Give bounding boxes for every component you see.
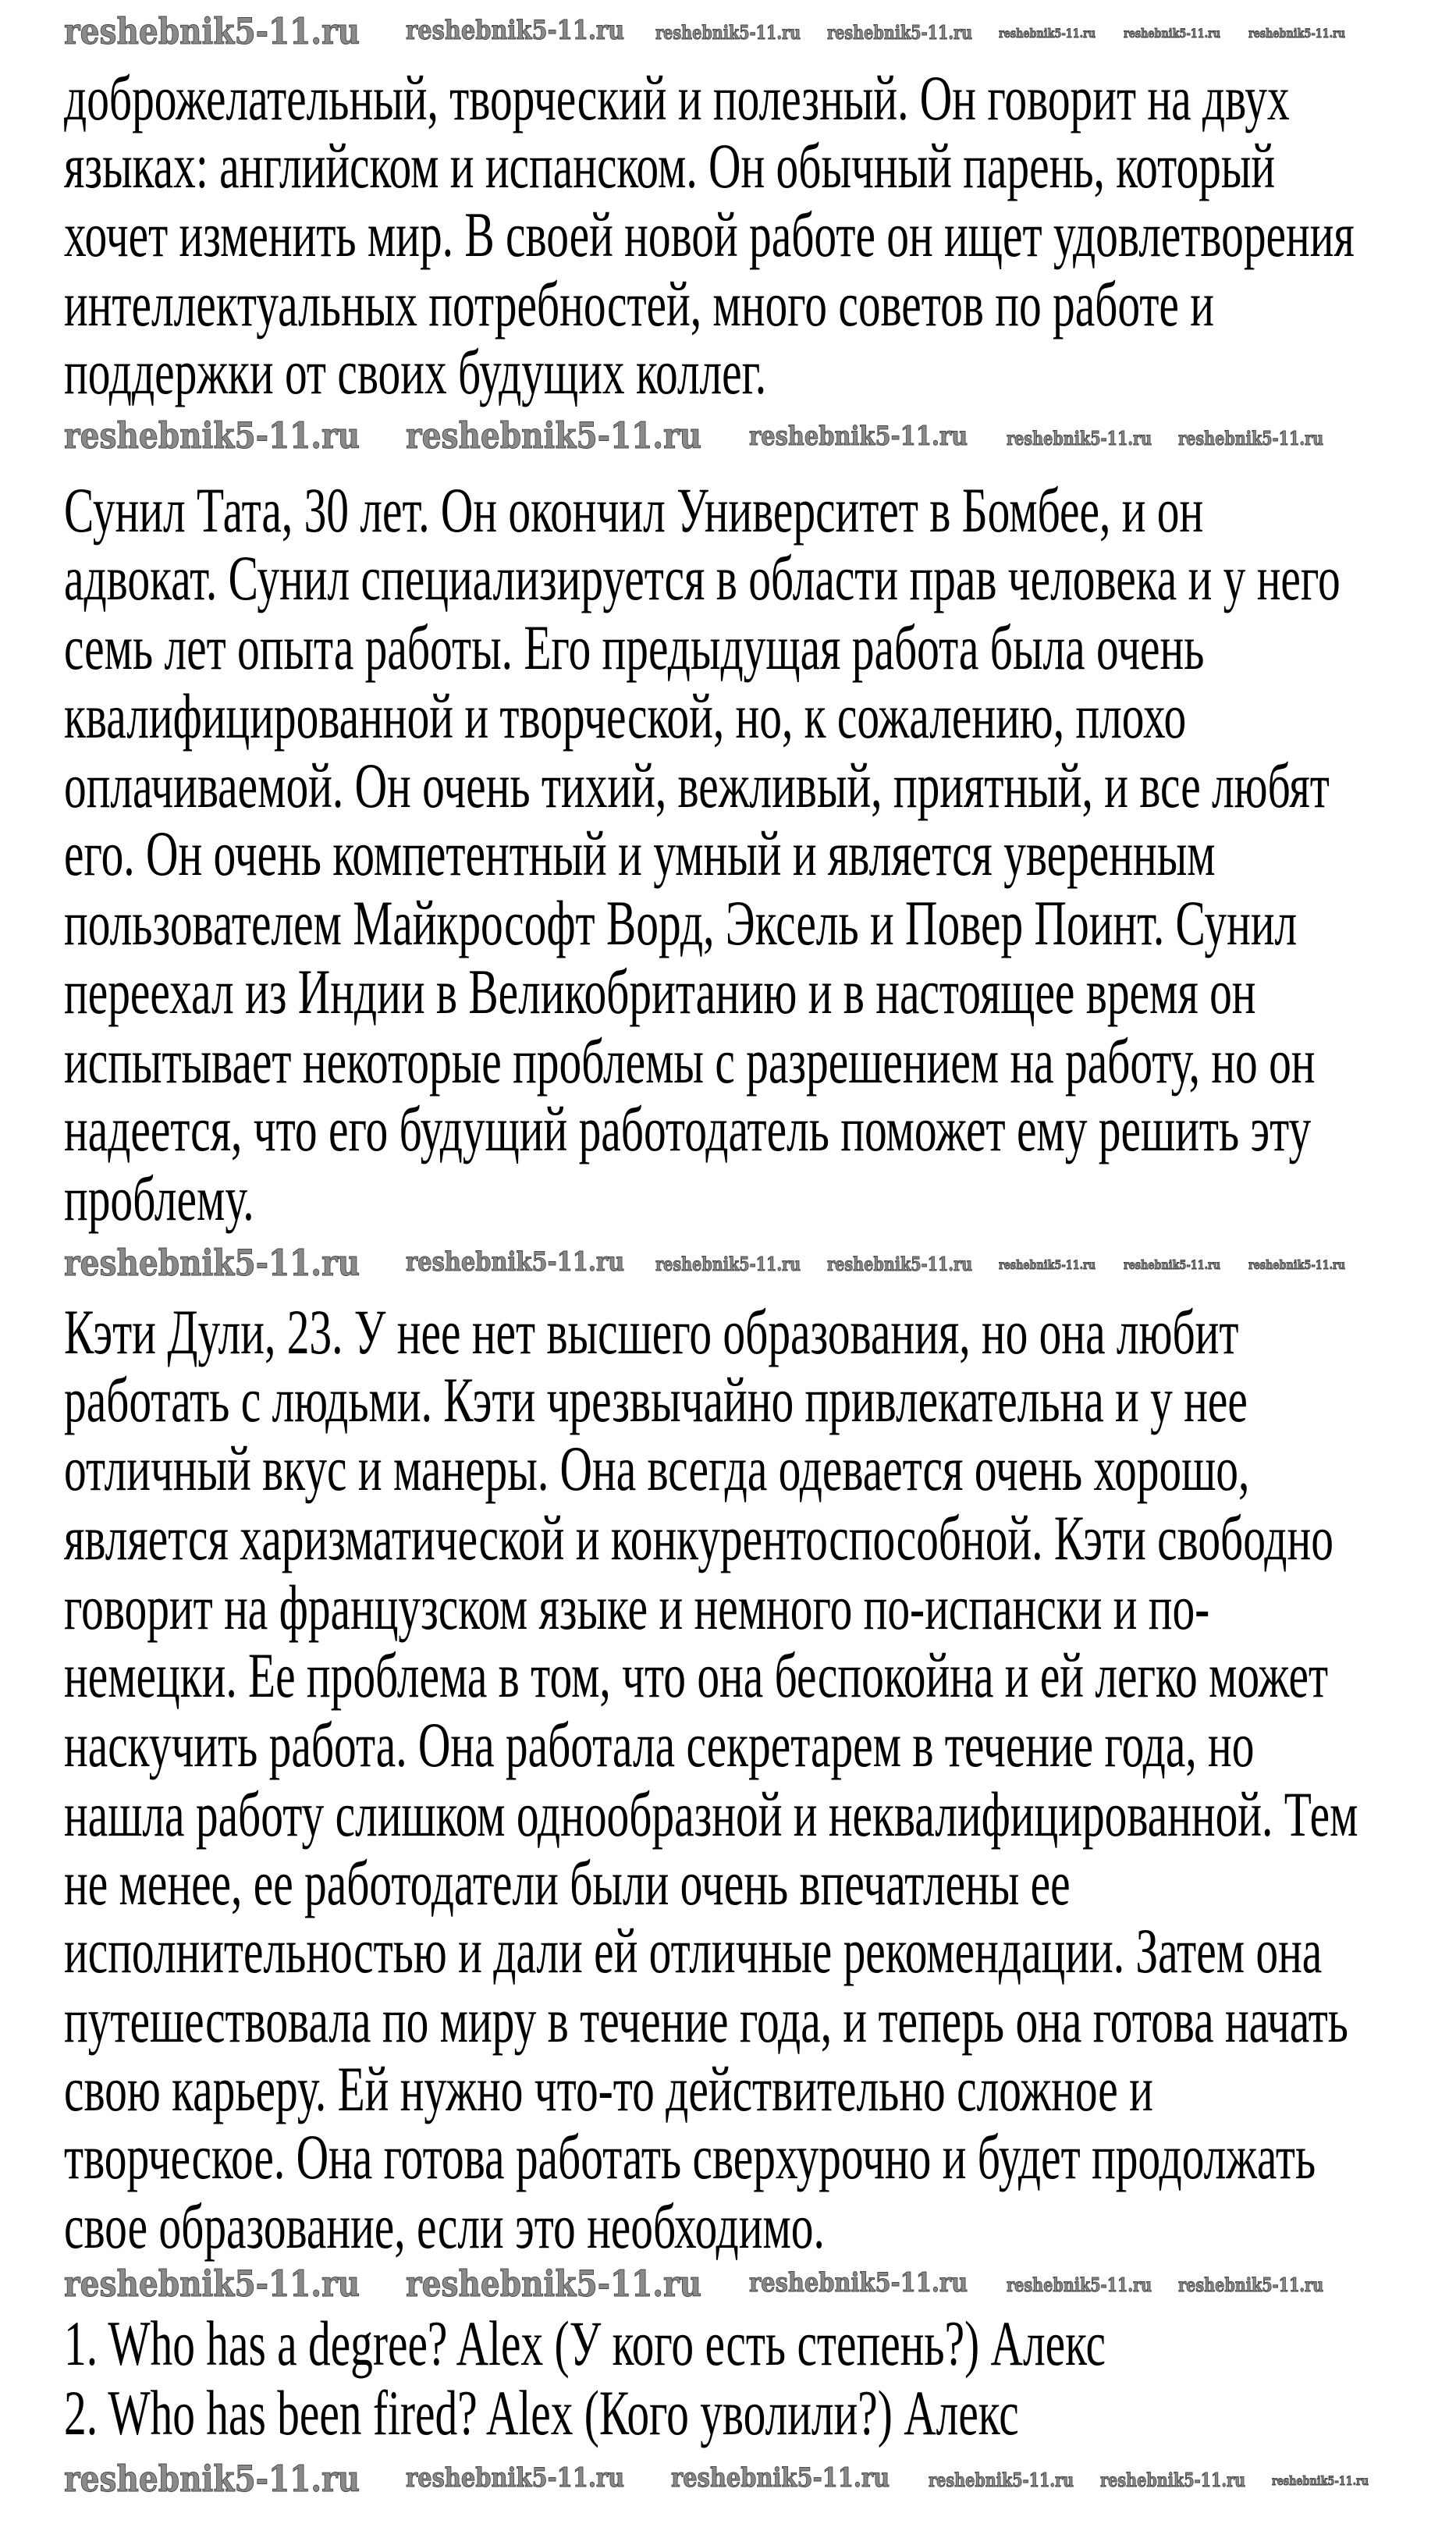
- watermark: reshebnik5-11.ru: [1100, 2469, 1246, 2491]
- text-line: говорит на французском языке и немного по-испански и по-: [64, 1572, 1210, 1643]
- watermark: reshebnik5-11.ru: [999, 1257, 1096, 1272]
- watermark: reshebnik5-11.ru: [1178, 427, 1324, 450]
- watermark: reshebnik5-11.ru: [827, 1253, 973, 1275]
- watermark: reshebnik5-11.ru: [64, 10, 360, 52]
- watermark: reshebnik5-11.ru: [406, 15, 625, 46]
- watermark: reshebnik5-11.ru: [1272, 2473, 1369, 2488]
- watermark: reshebnik5-11.ru: [1248, 26, 1346, 41]
- text-line: работать с людьми. Кэти чрезвычайно привлекательна и у нее: [64, 1364, 1248, 1435]
- text-line: Сунил Тата, 30 лет. Он окончил Университет в Бомбее, и он: [64, 475, 1204, 546]
- text-line: проблему.: [64, 1163, 254, 1234]
- text-line: интеллектуальных потребностей, много советов по работе и: [64, 268, 1214, 339]
- text-line: Кэти Дули, 23. У нее нет высшего образования, но она любит: [64, 1296, 1239, 1367]
- text-line: не менее, ее работодатели были очень впечатлены ее: [64, 1847, 1071, 1918]
- text-line: творческое. Она готова работать сверхурочно и будет продолжать: [64, 2121, 1316, 2192]
- text-line: доброжелательный, творческий и полезный. Он говорит на двух: [64, 62, 1290, 133]
- text-line: свою карьеру. Ей нужно что-то действительно сложное и: [64, 2053, 1153, 2124]
- watermark: reshebnik5-11.ru: [64, 1242, 360, 1284]
- watermark: reshebnik5-11.ru: [64, 414, 360, 457]
- watermark: reshebnik5-11.ru: [1124, 1257, 1221, 1272]
- watermark: reshebnik5-11.ru: [655, 21, 801, 44]
- text-line: переехал из Индии в Великобританию и в настоящее время он: [64, 956, 1256, 1027]
- text-line: надеется, что его будущий работодатель поможет ему решить эту: [64, 1093, 1312, 1164]
- watermark: reshebnik5-11.ru: [671, 2462, 890, 2494]
- text-line: поддержки от своих будущих коллег.: [64, 336, 767, 407]
- watermark: reshebnik5-11.ru: [406, 1246, 625, 1278]
- answer-line: 1. Who has a degree? Alex (У кого есть степень?) Алекс: [64, 2308, 1106, 2379]
- watermark: reshebnik5-11.ru: [1248, 1257, 1346, 1272]
- watermark: reshebnik5-11.ru: [999, 26, 1096, 41]
- watermark: reshebnik5-11.ru: [406, 2263, 701, 2305]
- text-line: семь лет опыта работы. Его предыдущая работа была очень: [64, 612, 1205, 683]
- watermark: reshebnik5-11.ru: [1007, 2273, 1152, 2296]
- text-line: пользователем Майкрософт Ворд, Эксель и Повер Поинт. Сунил: [64, 887, 1298, 958]
- watermark: reshebnik5-11.ru: [64, 2263, 360, 2305]
- text-line: квалифицированной и творческой, но, к сожалению, плохо: [64, 681, 1187, 752]
- watermark: reshebnik5-11.ru: [827, 21, 973, 44]
- watermark: reshebnik5-11.ru: [1007, 427, 1152, 450]
- text-line: нашла работу слишком однообразной и неквалифицированной. Тем: [64, 1779, 1358, 1850]
- text-line: испытывает некоторые проблемы с разрешением на работу, но он: [64, 1026, 1316, 1097]
- watermark: reshebnik5-11.ru: [1178, 2273, 1324, 2296]
- text-line: наскучить работа. Она работала секретарем в течение года, но: [64, 1709, 1255, 1780]
- watermark: reshebnik5-11.ru: [406, 2462, 625, 2494]
- text-line: является харизматической и конкурентоспособной. Кэти свободно: [64, 1502, 1333, 1573]
- text-line: языках: английском и испанском. Он обычный парень, который: [64, 130, 1276, 201]
- text-line: исполнительностью и дали ей отличные рекомендации. Затем она: [64, 1915, 1323, 1986]
- text-line: свое образование, если это необходимо.: [64, 2191, 825, 2262]
- text-line: немецки. Ее проблема в том, что она беспокойна и ей легко может: [64, 1640, 1329, 1711]
- text-line: путешествовала по миру в течение года, и теперь она готова начать: [64, 1985, 1348, 2056]
- watermark: reshebnik5-11.ru: [64, 2458, 360, 2500]
- answer-line: 2. Who has been fired? Alex (Кого уволили?) Алекс: [64, 2377, 1019, 2448]
- text-line: отличный вкус и манеры. Она всегда одевается очень хорошо,: [64, 1433, 1250, 1504]
- text-line: оплачиваемой. Он очень тихий, вежливый, приятный, и все любят: [64, 750, 1330, 821]
- text-line: хочет изменить мир. В своей новой работе он ищет удовлетворения: [64, 199, 1355, 270]
- watermark: reshebnik5-11.ru: [655, 1253, 801, 1275]
- text-line: адвокат. Сунил специализируется в области прав человека и у него: [64, 542, 1341, 613]
- watermark: reshebnik5-11.ru: [1124, 26, 1221, 41]
- watermark: reshebnik5-11.ru: [749, 421, 968, 452]
- watermark: reshebnik5-11.ru: [406, 414, 701, 457]
- watermark: reshebnik5-11.ru: [929, 2469, 1074, 2491]
- text-line: его. Он очень компетентный и умный и является уверенным: [64, 818, 1216, 889]
- watermark: reshebnik5-11.ru: [749, 2267, 968, 2298]
